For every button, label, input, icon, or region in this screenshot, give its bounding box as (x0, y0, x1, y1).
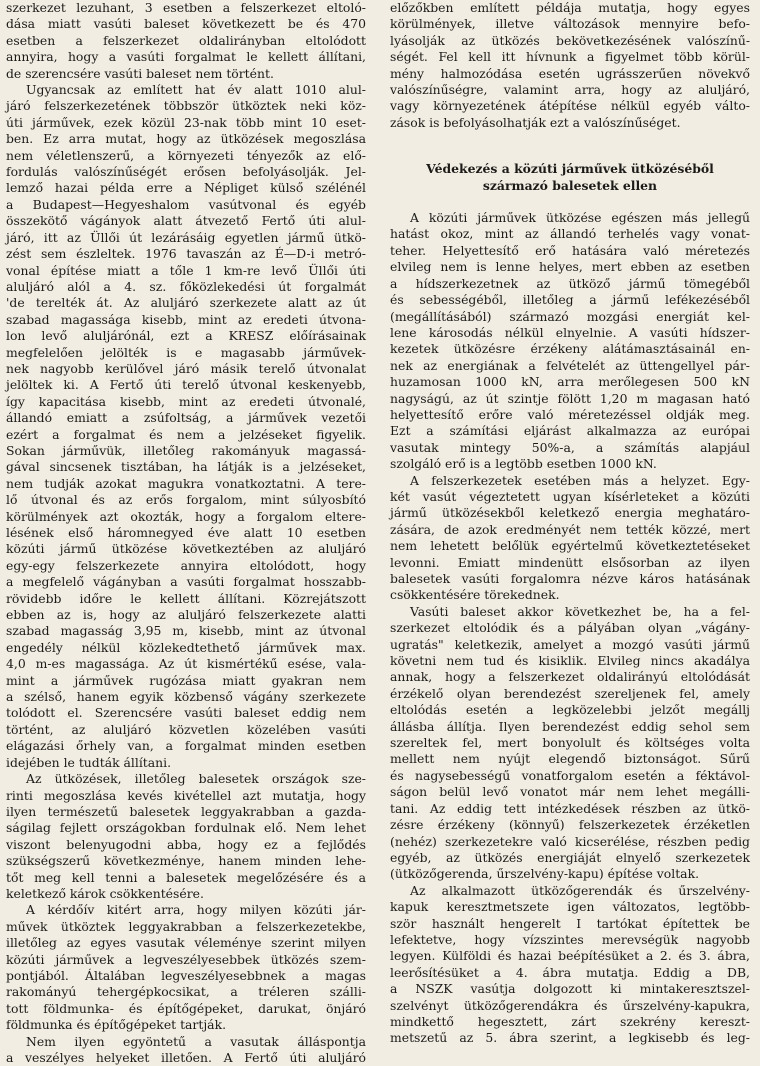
text-line: szelvényt ütközőgerendákra és űrszelvény-kapukra, (390, 997, 750, 1013)
text-line: úti járművek, ezek közül 23-nak több mint 10 eset- (6, 114, 366, 130)
text-line: leerősítésüket a 4. ábra mutatja. Eddig a DB, (390, 964, 750, 980)
text-line: összekötő vágányok alatt átvezető Fertő úti alul- (6, 213, 366, 229)
text-line: körülmények, illetve változások mennyire befo- (390, 16, 750, 32)
text-line: lő útvonal és az erős forgalom, mint súlyosbító (6, 492, 366, 508)
text-line: mint a járművek rugózása miatt gyakran nem (6, 672, 366, 688)
text-line: aluljáró alól a 4. sz. főközlekedési út forgalmát (6, 278, 366, 294)
text-line: A kérdőív kitért arra, hogy milyen közúti jár- (26, 902, 366, 918)
text-line: tőt meg kell tenni a balesetek megelőzésére és a (6, 869, 366, 885)
text-line: rövidebb időre le kellett állítani. Közrejátszott (6, 590, 366, 606)
text-line: annak, hogy a felszerkezet oldalirányú eltolódását (390, 669, 750, 685)
text-line: járó felszerkezetének többször ütköztek neki köz- (6, 98, 366, 114)
text-line: földmunka és építőgépeket tartják. (6, 1017, 227, 1033)
text-line: lemző hazai példa erre a Népliget külső szélénél (6, 180, 366, 196)
text-line: helyettesítő erőre való méretezéssel oldják meg. (390, 406, 750, 422)
text-line: művek ütköztek leggyakrabban a felszerkezetekbe, (6, 918, 366, 934)
text-line: a szélső, hanem egyik közbenső vágány szerkezete (6, 689, 366, 705)
text-line: nek nagyobb kerülővel járó másik terelő útvonalat (6, 360, 366, 376)
text-line: (megállításából) származó mozgási energiát kel- (390, 308, 750, 324)
text-line: ezért a forgalmat és nem a jelzéseket figyelik. (6, 426, 366, 442)
text-line: nek az energiának a felvételét az üttengellyel pár- (390, 357, 750, 373)
text-line: ságon belül levő vonatot már nem lehet megálli- (390, 784, 750, 800)
text-line: lésének első háromnegyed éve alatt 10 esetben (6, 525, 366, 540)
text-line: zások is befolyásolhatják ezt a valószínűséget. (390, 114, 681, 130)
text-line: valószínűségre, valamint arra, hogy az aluljáró, (390, 82, 750, 98)
text-line: idejében le tudták állítani. (6, 754, 172, 770)
heading-spacer (390, 194, 750, 210)
text-line: szerkezet eltolódik és a pályában olyan „vágány- (390, 620, 750, 636)
text-line: szereltek fel, mert bonyolult és költséges volta (390, 735, 750, 751)
left-column (6, 0, 366, 1065)
text-line: zést sem észleltek. 1976 tavaszán az É—D-i metró- (6, 246, 366, 262)
text-line: metszetű az 5. ábra szerint, a legkisebb és leg- (390, 1030, 750, 1046)
text-line: járó, itt az Üllői út lezárásáig egyetlen jármű ütkö- (6, 229, 366, 245)
text-line: hatást okoz, mint az állandó terhelés vagy vonat- (390, 226, 750, 242)
text-line: Sokan járművük, illetőleg rakományuk magassá- (6, 442, 366, 458)
text-line: állásba állítja. Ilyen berendezést eddig sehol sem (390, 718, 750, 734)
text-line: balesetek vasúti forgalomra nézve káros hatásának (390, 571, 750, 586)
text-line: tolódott el. Szerencsére vasúti baleset eddig nem (6, 705, 366, 721)
text-line: ugratás" keletkezik, amelyet a mozgó vasúti jármű (390, 636, 750, 652)
section-spacer (390, 131, 750, 161)
text-line: kapuk keresztmetszete igen változatos, legtöbb- (390, 899, 750, 915)
text-line: egy-egy felszerkezete annyira eltolódott, hogy (6, 557, 366, 573)
text-line: (ütközőgerenda, űrszelvény-kapu) építése voltak. (390, 866, 700, 882)
text-line: lon levő aluljárónál, ezt a KRESZ előírásainak (6, 328, 366, 344)
text-line: zására, de azok eredményét nem tették közzé, mert (390, 521, 750, 537)
right-column (390, 0, 750, 1053)
text-line: szabad magasság 3,95 m, kisebb, mint az útvonal (6, 623, 366, 639)
text-line: lefektetve, hogy vízszintes merevségük nagyobb (390, 931, 750, 947)
text-line: követni nem tud és kisiklik. Elvileg nincs akadálya (390, 653, 750, 669)
text-line: legyen. Külföldi és hazai beépítésüket a 2. és 3. ábra, (390, 948, 750, 964)
text-line: ben. Ez arra mutat, hogy az ütközések megoszlása (6, 131, 366, 147)
text-line: a veszélyes helyeket illetően. A Fertő úti aluljáró (6, 1050, 366, 1065)
text-line: így kapacitása kisebb, mint az eredeti útvonalé, (6, 393, 366, 409)
text-line: fordulás valószínűségét erősen befolyásolják. Jel- (6, 164, 366, 180)
text-line: vasutak mintegy 50%-a, a számítás alapjául (390, 439, 750, 455)
text-line: mellett nem nyújt elegendő biztonságot. Sűrű (390, 751, 750, 767)
text-line: nem véletlenszerű, a környezeti tényezők az elő- (6, 147, 366, 163)
text-line: a megfelelő vágányban a vasúti forgalmat hosszabb- (6, 574, 366, 590)
text-line: közúti járművek a legveszélyesebbek ütközés szem- (6, 951, 366, 967)
text-line: mény halmozódása esetén ugrásszerűen növekvő (390, 65, 750, 81)
text-line: Az alkalmazott ütközőgerendák és űrszelvény- (410, 882, 750, 898)
text-line: ilyen természetű balesetek leggyakrabban a gazda- (6, 803, 366, 819)
text-line: elágazási őrhely van, a forgalmat minden esetben (6, 738, 366, 754)
text-line: és sebességéből, illetőleg a jármű lefékezéséből (390, 292, 750, 308)
text-line: huzamosan 1000 kN, arra merőlegesen 500 kN (390, 374, 750, 390)
text-line: pontjából. Általában legveszélyesebbnek a magas (6, 967, 366, 983)
text-line: engedély nélkül közlekedtethető járművek max. (6, 639, 366, 655)
text-line: Ezt a számítási eljárást alkalmazza az európai (390, 423, 750, 439)
text-line: tani. Az eddig tett intézkedések részben az ütkö- (390, 800, 750, 816)
text-line: mindkettő hegesztett, zárt szekrény kereszt- (390, 1013, 750, 1029)
text-line: vonal építése miatt a tőle 1 km-re levő Üllői úti (6, 262, 366, 278)
text-line: körülmények azt okozták, hogy a forgalom eltere- (6, 508, 366, 524)
text-line: keletkező károk csökkentésére. (6, 885, 204, 901)
text-line: szolgáló erő is a legtöbb esetben 1000 kN. (390, 456, 657, 472)
text-line: Vasúti baleset akkor következhet be, ha a fel- (410, 603, 750, 619)
text-line: A közúti járművek ütközése egészen más jellegű (410, 210, 750, 226)
text-line: megfelelően jelölték is e magasabb járművek- (6, 344, 366, 360)
text-line: rinti megoszlása kevés kivétellel azt mutatja, hogy (6, 787, 366, 803)
text-line: egyéb, az ütközés energiáját elnyelő szerkezetek (390, 849, 750, 865)
text-line: ságilag fejlett országokban fordulnak elő. Nem lehet (6, 820, 366, 836)
text-line: érzékelő olyan berendezést szereljenek fel, amely (390, 685, 750, 701)
text-line: szerkezet lezuhant, 3 esetben a felszerkezet eltoló- (6, 0, 366, 15)
text-line: történt, az aluljáró közvetlen közelében vasúti (6, 721, 366, 737)
text-line: zésre érzékeny (könnyű) felszerkezetek érzéketlen (390, 817, 750, 833)
text-line: és nagysebességű vonatforgalom esetén a féktávol- (390, 767, 750, 783)
text-line: annyira, hogy a vasúti forgalmat le kellett állítani, (6, 49, 366, 65)
text-line: szükségszerű következménye, hanem minden lehe- (6, 853, 366, 869)
text-line: ebben az is, hogy az aluljáró felszerkezete alatti (6, 607, 366, 623)
text-line: eltolódás esetén a legközelebbi jelzőt megállj (390, 702, 750, 718)
text-line: nem tudják azokat magukra vonatkoztatni. A tere- (6, 475, 366, 491)
text-line: 4,0 m-es magassága. Az út kismértékű esése, vala- (6, 656, 366, 672)
text-line: Nem ilyen egyöntetű a vasutak álláspontja (26, 1033, 366, 1049)
text-line: jármű ütközésekből keletkező energia meghatáro- (390, 505, 750, 521)
text-line: de szerencsére vasúti baleset nem történt. (6, 65, 274, 81)
text-line: levonni. Emiatt mindenütt elsősorban az ilyen (390, 554, 750, 570)
text-line: gával sincsenek tisztában, ha látják is a jelzéseket, (6, 459, 366, 475)
text-line: nem lehetett belőlük egyértelmű következtetéseket (390, 538, 750, 554)
text-line: illetőleg az egyes vasutak véleménye szerint milyen (6, 935, 366, 951)
text-line: 'de terelték át. Az aluljáró szerkezete alatt az út (6, 295, 366, 311)
text-line: Az ütközések, illetőleg balesetek országok sze- (26, 771, 366, 787)
text-line: viszont belenyugodni abba, hogy ez a fejlődés (6, 836, 366, 852)
text-line: vagy környezetének átépítése nélkül egyéb válto- (390, 98, 750, 114)
text-line: rakományú tehergépkocsikat, a tréleren szálli- (6, 984, 366, 1000)
text-line: dása miatt vasúti baleset következett be és 470 (6, 16, 366, 32)
text-line: (nehéz) szerkezetekre való kicserélése, részben pedig (390, 833, 750, 849)
text-line: A felszerkezetek esetében más a helyzet. Egy- (410, 472, 750, 488)
text-line: állandó emiatt a zsúfoltság, a járművek vezetői (6, 410, 366, 426)
text-line: nagyságú, az út szintje fölött 1,20 m magasan ható (390, 390, 750, 406)
text-line: a NSZK vasútja dolgozott ki mintakeresztszel- (390, 981, 750, 997)
text-line: jelöltek ki. A Fertő úti terelő útvonal keskenyebb, (6, 377, 366, 393)
text-line: esetben a felszerkezet oldalirányban eltolódott (6, 32, 366, 48)
section-heading-line-1: Védekezés a közúti járművek ütközéséből (426, 161, 714, 177)
text-line: szabad magassága kisebb, mint az eredeti útvona- (6, 311, 366, 327)
text-line: lyásolják az ütközés bekövetkezésének valószínű- (390, 32, 750, 48)
text-line: ségét. Fel kell itt hívnunk a figyelmet több körül- (390, 49, 750, 65)
text-line: ször használt hengerelt I tartókat építettek be (390, 915, 750, 931)
text-line: a hídszerkezetnek az ütköző jármű tömegéből (390, 275, 750, 291)
text-line: elvileg nem is lenne helyes, mert ebben az esetben (390, 259, 750, 275)
text-line: teher. Helyettesítő erő hatására való méretezés (390, 242, 750, 258)
text-line: két vasút végeztetett ugyan kísérleteket a közúti (390, 488, 750, 504)
text-line: kezetek ütközésre érzékeny alátámasztásainál en- (390, 341, 750, 357)
text-line: tott földmunka- és építőgépeket, darukat, önjáró (6, 1000, 366, 1016)
text-line: előzőkben említett példája mutatja, hogy egyes (390, 0, 750, 15)
section-heading-line-2: származó balesetek ellen (482, 177, 658, 193)
text-line: közúti jármű ütközése következtében az aluljáró (6, 541, 366, 557)
text-line: Ugyancsak az említett hat év alatt 1010 alul- (26, 82, 366, 98)
text-line: csökkentésére törekednek. (390, 587, 560, 603)
text-line: lene károsodás nélkül elnyelnie. A vasúti hídszer- (390, 324, 750, 340)
text-line: a Budapest—Hegyeshalom vasútvonal és egyéb (6, 196, 366, 212)
